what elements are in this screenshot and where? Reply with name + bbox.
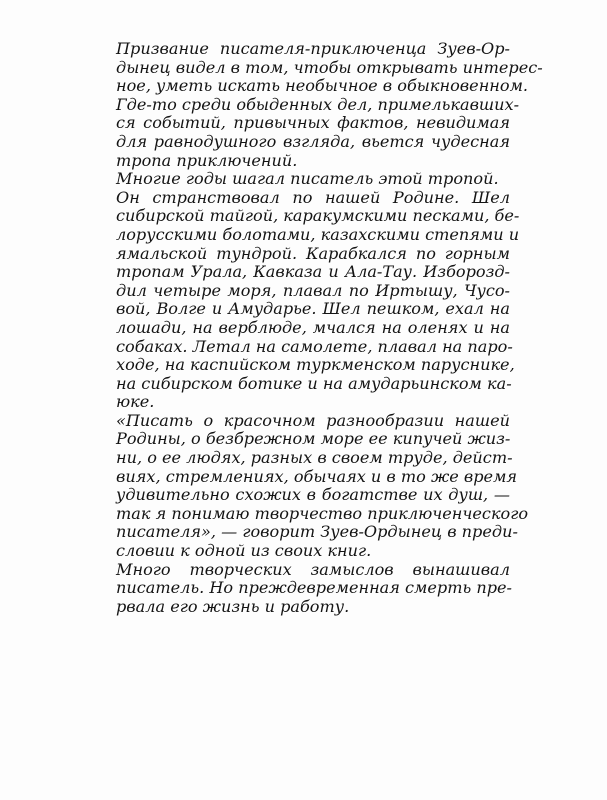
text-line: удивительно схожих в богатстве их душ, —	[116, 485, 510, 505]
paragraph-1	[88, 39, 543, 170]
text-line: лошади, на верблюде, мчался на оленях и на	[116, 317, 510, 337]
paragraph-4-quote	[88, 410, 529, 561]
text-line: словии к одной из своих книг.	[116, 541, 372, 561]
text-line: Многие годы шагал писатель этой тропой.	[116, 169, 499, 189]
text-line: собаках. Летал на самолете, плавал на паро-	[116, 336, 513, 356]
text-line: вой, Волге и Амударье. Шел пешком, ехал на	[116, 299, 510, 319]
text-line: Родины, о безбрежном море ее кипучей жиз-	[116, 429, 511, 449]
text-line: рвала его жизнь и работу.	[116, 596, 350, 616]
text-line: ни, о ее людях, разных в своем труде, дейст-	[116, 448, 513, 468]
text-line: ся событий, привычных фактов, невидимая	[116, 113, 510, 133]
text-line: «Писать о красочном разнообразии нашей	[116, 410, 510, 430]
paragraph-5	[88, 561, 510, 617]
text-line: ямальской тундрой. Карабкался по горным	[116, 243, 510, 263]
text-line: виях, стремлениях, обычаях и в то же время	[116, 466, 518, 486]
text-line: Призвание писателя-приключенца Зуев-Ор-	[116, 39, 510, 58]
text-line: дынец видел в том, чтобы открывать интерес-	[116, 57, 543, 77]
text-line: сибирской тайгой, каракумскими песками, бе-	[116, 206, 520, 226]
text-line: юке.	[116, 392, 155, 412]
text-line: так я понимаю творчество приключенческого	[116, 503, 529, 523]
text-line: дил четыре моря, плавал по Иртышу, Чусо-	[116, 280, 510, 300]
text-line: на сибирском ботике и на амударьинском ка-	[116, 373, 512, 393]
text-line: писатель. Но преждевременная смерть пре-	[116, 578, 512, 598]
text-line: для равнодушного взгляда, вьется чудесная	[116, 131, 510, 151]
text-line: Он странствовал по нашей Родине. Шел	[116, 187, 510, 207]
paragraph-2	[88, 170, 510, 189]
text-line: лорусскими болотами, казахскими степями и	[116, 224, 520, 244]
text-line: писателя», — говорит Зуев-Ордынец в преди-	[116, 522, 518, 542]
text-line: ходе, на каспийском туркменском паруснике,	[116, 355, 515, 375]
text-line: Много творческих замыслов вынашивал	[116, 559, 510, 579]
text-line: тропа приключений.	[116, 150, 298, 170]
text-line: тропам Урала, Кавказа и Ала-Тау. Изборозд-	[116, 262, 510, 282]
text-line: Где-то среди обыденных дел, примелькавших-	[116, 94, 520, 114]
paragraph-3	[88, 187, 520, 412]
text-block	[88, 39, 543, 616]
text-line: ное, уметь искать необычное в обыкновенном.	[116, 76, 529, 96]
